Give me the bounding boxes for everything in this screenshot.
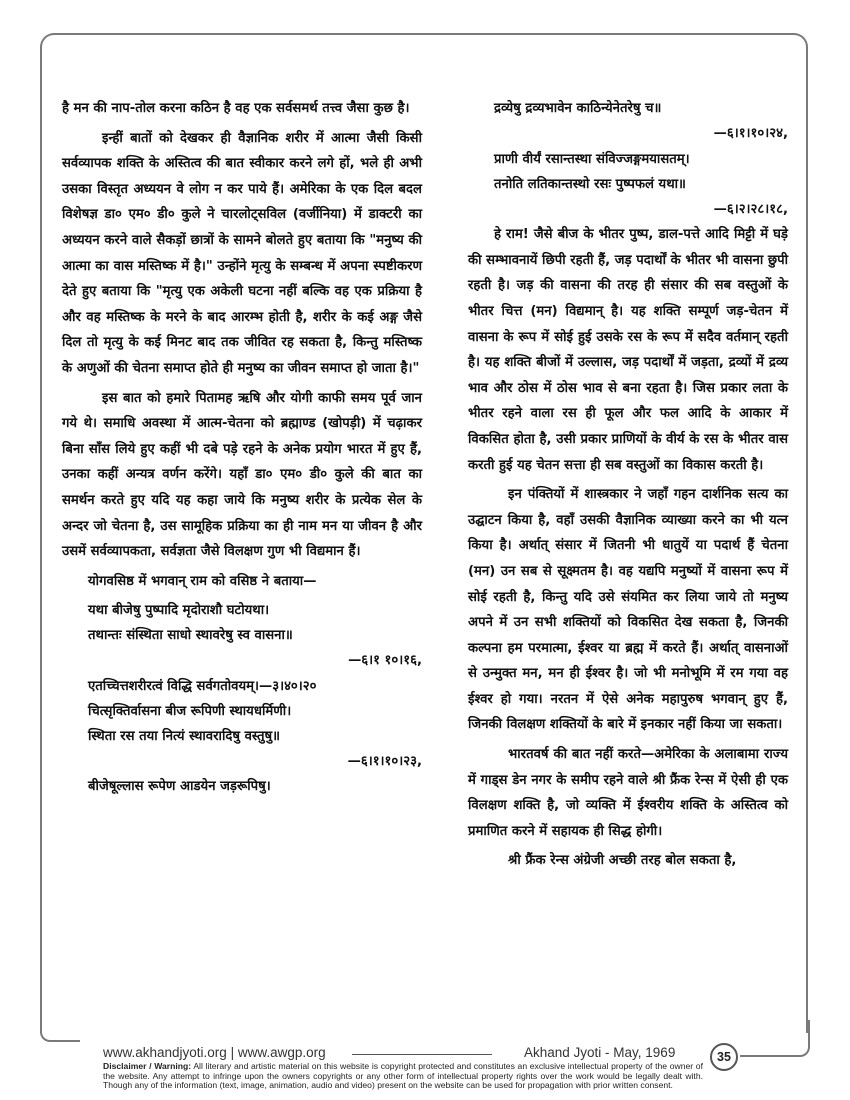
verse-block	[468, 147, 788, 197]
verse-line: एतच्चित्तशरीरत्वं विद्धि सर्वगतोवयम्।—३।४०।२०	[88, 678, 317, 694]
verse-line: चित्सृक्तिर्वासना बीज रूपिणी स्थायधर्मिणी।	[88, 703, 292, 719]
paragraph: श्री फ्रैंक रेन्स अंग्रेजी अच्छी तरह बोल सकता है,	[508, 853, 737, 869]
verse-line: यथा बीजेषु पुष्पादि मृदोराशौ घटोयथा।	[88, 603, 270, 619]
website-links[interactable]: www.akhandjyoti.org | www.awgp.org	[103, 1045, 326, 1060]
page-frame-corner-right	[740, 1020, 810, 1057]
disclaimer-text: All literary and artistic material on this website is copyright protected and constitutes an exclusive intellectual property of the owner of the website. Any attempt to infringe upon the owners copyrights or any other form of intellectual property rights over the work would be legally dealt with. Though any of the information (text, image, animation, audio and video) present on the website can be used for propagation with prior written consent.	[103, 1061, 703, 1091]
verse-reference: —६।१ १०।१६,	[348, 653, 422, 669]
paragraph: इन पंक्तियों में शास्त्रकार ने जहाँ गहन दार्शनिक सत्य का उद्घाटन किया है, वहाँ उसकी वैज्ञानिक व्याख्या करने का भी यत्न किया है। अर्थात् संसार में जितनी भी धातुयें या पदार्थ हैं चेतना (मन) उन सब से सूक्ष्मतम है। वह यद्यपि मनुष्यों में वासना रूप में सोई रहती है, किन्तु यदि उसे संयमित कर लिया जाये तो मनुष्य अपने में उन सभी शक्तियों को विकसित देख सकता है, जिनकी कल्पना हम परमात्मा, ईश्वर या ब्रह्म में करते हैं। अर्थात् वासनाओं से उन्मुक्त मन, मन ही ईश्वर है। जो भी मनोभूमि में रम गया वह ईश्वर हो गया। नरतन में ऐसे अनेक महापुरुष भगवान् हुए हैं, जिनकी विलक्षण शक्तियों के बारे में इनकार नहीं किया जा सकता।	[468, 487, 788, 733]
verse-line: तथान्तः संस्थिता साधो स्थावरेषु स्व वासना॥	[88, 628, 293, 644]
disclaimer	[103, 1062, 703, 1091]
verse-line: तनोति लतिकान्तस्थो रसः पुष्पफलं यथा॥	[494, 176, 686, 192]
page-frame-corner-left	[40, 1020, 80, 1042]
verse-block	[62, 674, 422, 749]
paragraph: इन्हीं बातों को देखकर ही वैज्ञानिक शरीर में आत्मा जैसी किसी सर्वव्यापक शक्ति के अस्तित्व की बात स्वीकार करने लगे हों, भले ही अभी उसका विस्तृत अध्ययन वे लोग न कर पाये हैं। अमेरिका के एक दिल बदल विशेषज्ञ डा० एम० डी० कुले ने चारलोट्सविल (वर्जीनिया) में डाक्टरी का अध्ययन करने वाले सैकड़ों छात्रों के सामने बोलते हुए बताया कि "मनुष्य की आत्मा का वास मस्तिष्क में है।" उन्होंने मृत्यु के सम्बन्ध में अपना स्पष्टीकरण देते हुए बताया कि "मृत्यु एक अकेली घटना नहीं बल्कि वह एक प्रक्रिया है और वह मस्तिष्क के मरने के बाद आरम्भ होती है, शरीर के कई अङ्ग जैसे दिल तो मृत्यु के कई मिनट बाद तक जीवित रह सकता है, किन्तु मस्तिष्क के अणुओं की चेतना समाप्त होते ही मनुष्य का जीवन समाप्त हो जाता है।"	[62, 130, 422, 376]
footer-divider	[352, 1054, 492, 1055]
paragraph: भारतवर्ष की बात नहीं करते—अमेरिका के अलाबामा राज्य में गाड्स डेन नगर के समीप रहने वाले श्री फ्रैंक रेन्स में ऐसी ही एक विलक्षण शक्ति है, जो व्यक्ति में ईश्वरीय शक्ति के अस्तित्व को प्रमाणित करने में सहायक ही सिद्ध होगी।	[468, 747, 788, 839]
magazine-issue: Akhand Jyoti - May, 1969	[524, 1045, 676, 1060]
paragraph: योगवसिष्ठ में भगवान् राम को वसिष्ठ ने बताया—	[88, 573, 317, 589]
verse-block	[62, 774, 422, 799]
verse-line: द्रव्येषु द्रव्यभावेन काठिन्येनेतरेषु च॥	[494, 101, 662, 116]
paragraph: है मन की नाप-तोल करना कठिन है वह एक सर्वसमर्थ तत्त्व जैसा कुछ है।	[62, 101, 410, 116]
paragraph: हे राम! जैसे बीज के भीतर पुष्प, डाल-पत्ते आदि मिट्टी में घड़े की सम्भावनायें छिपी रहती हैं, जड़ पदार्थों के भीतर भी वासना छुपी रहती है। जड़ की वासना की तरह ही संसार की सब वस्तुओं के भीतर चित्त (मन) विद्यमान् है। यह शक्ति सम्पूर्ण जड़-चेतन में वासना के रूप में सोई हुई उसके रस के रूप में सदैव वर्तमान् रहती है। यह शक्ति बीजों में उल्लास, जड़ पदार्थों में जड़ता, द्रव्यों में द्रव्य भाव और ठोस में ठोस भाव से बना रहता है। जिस प्रकार लता के भीतर रहने वाला रस ही फूल और फल आदि के आकार में विकसित होता है, उसी प्रकार प्राणियों के वीर्य के रस के भीतर वास करती हुई यह चेतन सत्ता ही सब वस्तुओं का विकास करती है।	[468, 227, 788, 473]
verse-line: बीजेषूल्लास रूपेण आडयेन जड़रूपिषु।	[88, 779, 271, 795]
paragraph: इस बात को हमारे पितामह ऋषि और योगी काफी समय पूर्व जान गये थे। समाधि अवस्था में आत्म-चेतना को ब्रह्माण्ड (खोपड़ी) में चढ़ाकर बिना साँस लिये हुए कहीं भी दबे पड़े रहने के अनेक प्रयोग भारत में हुए हैं, उनका कहीं अन्यत्र वर्णन करेंगे। यहाँ डा० एम० डी० कुले की बात का समर्थन करते हुए यदि यह कहा जाये कि मनुष्य शरीर के प्रत्येक सेल के अन्दर जो चेतना है, उस सामूहिक प्रक्रिया का ही नाम मन या जीवन है और उसमें सर्वव्यापकता, सर्वज्ञता जैसे विलक्षण गुण भी विद्यमान हैं।	[62, 390, 422, 560]
verse-block	[468, 96, 788, 121]
right-column	[468, 96, 788, 878]
verse-reference: —६।१।१०।२३,	[347, 753, 422, 769]
verse-block	[62, 598, 422, 648]
verse-line: स्थिता रस तया नित्यं स्थावरादिषु वस्तुषु॥	[88, 728, 281, 744]
disclaimer-label: Disclaimer / Warning:	[103, 1061, 192, 1071]
left-column	[62, 96, 422, 799]
verse-line: प्राणी वीर्यं रसान्तस्था संविज्जङ्गमयासतम्।	[494, 151, 690, 167]
verse-reference: —६।२।२८।१८,	[713, 201, 788, 217]
verse-reference: —६।१।१०।२४,	[713, 126, 788, 141]
page-number-badge: 35	[710, 1043, 738, 1071]
